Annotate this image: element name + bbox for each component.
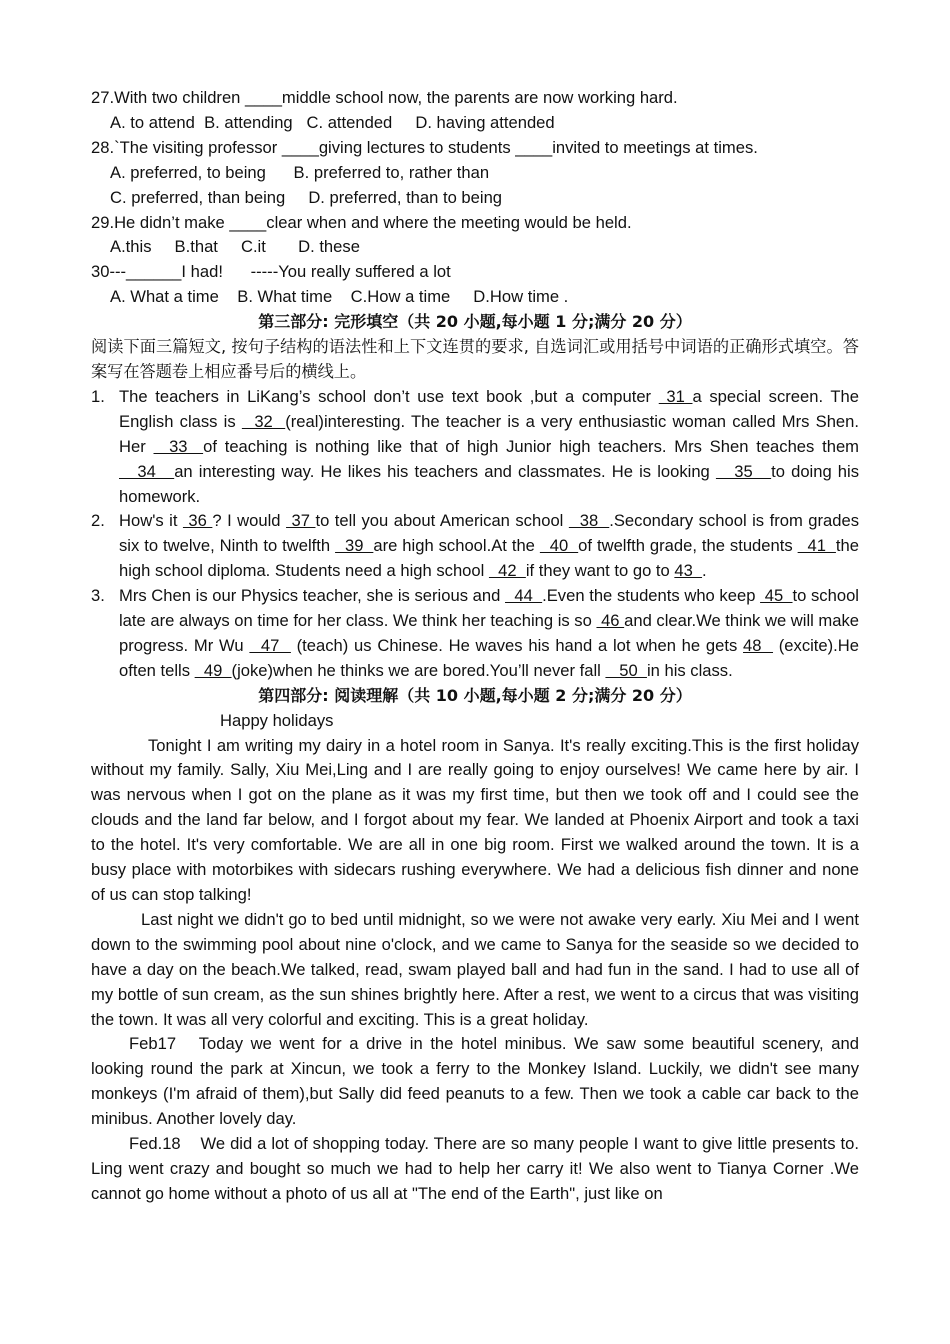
passage-text: . — [702, 561, 707, 581]
passage-text: in his class. — [646, 660, 733, 680]
passage-text: to doing his homework. — [119, 461, 860, 506]
blank-50: 50 — [605, 660, 647, 680]
passage-text: the high school diploma. Students need a high school — [119, 536, 859, 581]
passage-text: (joke)when he thinks we are bored.You’ll never fall — [231, 660, 606, 680]
blank-49: 49 — [194, 660, 232, 680]
blank-32: 32 — [241, 411, 286, 431]
blank-35: 35 — [715, 461, 772, 481]
passage-text: How's it — [119, 511, 183, 531]
passage-text: .Even the students who keep — [542, 586, 761, 606]
passage-number: 2. — [91, 511, 105, 531]
passage-text: Mrs Chen is our Physics teacher, she is serious and — [119, 586, 506, 606]
question-29-options: A.this B.that C.it D. these — [110, 237, 360, 257]
reading-paragraph-4: Fed.18 We did a lot of shopping today. There are so many people I want to give little presents to. Ling went crazy and bought so much we had to help her carry it! We also went to Tianya Corner .We cannot go home without a photo of us all at "The end of the Earth", just like on — [91, 1134, 864, 1203]
passage-text: to school late are always on time for her class. We think her teaching is so — [119, 586, 859, 631]
blank-41: 41 — [797, 536, 836, 556]
blank-31: 31 — [658, 386, 693, 406]
blank-40: 40 — [539, 536, 579, 556]
passage-number: 3. — [91, 586, 105, 606]
cloze-passage-2 — [91, 509, 859, 584]
reading-paragraph-3: Feb17 Today we went for a drive in the hotel minibus. We saw some beautiful scenery, and looking round the park at Xincun, we took a ferry to the Monkey Island. Luckily, we didn't see many monkeys (I'm afraid of them),but Sally did feed peanuts to a few. Then we took a cable car back to the minibus. Another lovely day. — [91, 1034, 864, 1129]
blank-39: 39 — [335, 536, 374, 556]
blank-48: 48 — [743, 635, 774, 655]
passage-text: of teaching is nothing like that of high Junior high teachers. Mrs Shen teaches them — [203, 436, 859, 456]
passage-text: if they want to go to — [525, 561, 675, 581]
passage-number: 1. — [91, 386, 105, 406]
passage-text: The teachers in LiKang’s school don’t use text book ,but a computer — [119, 386, 659, 406]
question-30-stem: 30---______I had! -----You really suffered a lot — [91, 262, 451, 282]
blank-46: 46 — [596, 611, 625, 631]
blank-44: 44 — [505, 586, 543, 606]
reading-paragraph-2: Last night we didn't go to bed until midnight, so we were not awake very early. Xiu Mei and I went down to the swimming pool about nine o'clock, and we came to Sanya for the seaside so we decided to have a day on the beach.We talked, read, swam played ball and had fun in the sand. I had to use all of my bottle of sun cream, as the sun shines brightly here. After a rest, we went to a circus that was visiting the town. It was all very colorful and exciting. This is a great holiday. — [91, 909, 859, 1029]
passage-text: and clear.We think we will make progress. Mr Wu — [119, 611, 860, 655]
reading-title: Happy holidays — [220, 710, 334, 730]
exam-page — [91, 86, 864, 1207]
blank-33: 33 — [153, 436, 204, 456]
blank-38: 38 — [568, 511, 610, 531]
question-27-stem: 27.With two children ____middle school now, the parents are now working hard. — [91, 88, 678, 107]
passage-text: (excite).He often tells — [119, 635, 859, 680]
question-28-options: A. preferred, to being B. preferred to, rather than — [110, 162, 490, 182]
blank-42: 42 — [488, 561, 526, 581]
part3-heading: 第三部分: 完形填空（共 20 小题,每小题 1 分;满分 20 分） — [258, 312, 692, 332]
passage-text: are high school.At the — [373, 536, 540, 556]
passage-text: (teach) us Chinese. He waves his hand a lot when he gets — [290, 635, 744, 655]
blank-34: 34 — [119, 461, 175, 481]
blank-43: 43 — [674, 561, 703, 581]
reading-paragraph-1: Tonight I am writing my dairy in a hotel room in Sanya. It's really exciting.This is the first holiday without my family. Sally, Xiu Mei,Ling and I are really going to enjoy ourselves! We came here by air. I was nervous when I got on the plane as it was my first time, but then we took off and I could see the clouds and the land far below, and I forgot about my fear. We landed at Phoenix Airport and took a taxi to the hotel. It's very comfortable. We are all in one big room. First we walked around the town. It is a busy place with motorbikes with sidecars rushing everywhere. We had a delicious fish dinner and none of us can stop talking! — [91, 735, 859, 904]
passage-text: (real)interesting. The teacher is a very enthusiastic woman called Mrs Shen. Her — [119, 411, 859, 456]
passage-text: .Secondary school is from grades six to twelve, Ninth to twelfth — [119, 511, 860, 556]
passage-text: of twelfth grade, the students — [578, 536, 798, 556]
blank-36: 36 — [182, 511, 213, 531]
part4-heading: 第四部分: 阅读理解（共 10 小题,每小题 2 分;满分 20 分） — [258, 685, 692, 705]
question-29-stem: 29.He didn’t make ____clear when and where the meeting would be held. — [91, 212, 632, 232]
passage-text: ? I would — [212, 511, 287, 531]
question-27-options: A. to attend B. attending C. attended D. having attended — [110, 112, 555, 132]
question-30-options: A. What a time B. What time C.How a time D.How time . — [110, 287, 569, 307]
blank-37: 37 — [286, 511, 316, 531]
blank-47: 47 — [249, 635, 291, 655]
question-28-stem: 28.`The visiting professor ____giving lectures to students ____invited to meetings at times. — [91, 137, 758, 157]
passage-text: an interesting way. He likes his teachers and classmates. He is looking — [174, 461, 716, 481]
cloze-passage-3 — [91, 584, 859, 684]
question-28-options-2: C. preferred, than being D. preferred, than to being — [110, 187, 503, 207]
blank-45: 45 — [760, 586, 793, 606]
part3-instruction: 阅读下面三篇短文, 按句子结构的语法性和上下文连贯的要求, 自选词汇或用括号中词语的正确形式填空。答案写在答题卷上相应番号后的横线上。 — [91, 337, 859, 381]
cloze-passage-1 — [91, 385, 859, 510]
passage-text: a special screen. The English class is — [119, 386, 860, 431]
passage-text: to tell you about American school — [315, 511, 569, 531]
